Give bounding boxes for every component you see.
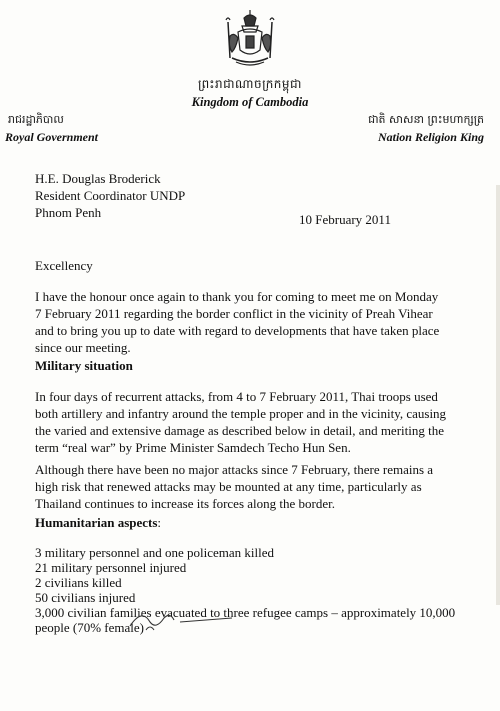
text-line: the varied and extensive damage as described below in detail, and meriting the bbox=[35, 423, 444, 438]
humanitarian-heading bbox=[35, 515, 161, 531]
humanitarian-list bbox=[35, 545, 455, 635]
military-paragraph-2 bbox=[35, 461, 433, 512]
kingdom-khmer-text: ព្រះរាជាណាចក្រកម្ពុជា bbox=[198, 77, 302, 91]
list-item: 21 military personnel injured bbox=[35, 560, 187, 575]
text-line: 7 February 2011 regarding the border conflict in the vicinity of Preah Vihear bbox=[35, 306, 433, 321]
text-line: since our meeting. bbox=[35, 340, 131, 355]
text-line: both artillery and infantry around the temple proper and in the vicinity, causing bbox=[35, 406, 447, 421]
military-heading: Military situation bbox=[35, 358, 133, 373]
motto-khmer-text: ជាតិ សាសនា ព្រះមហាក្សត្រ bbox=[368, 113, 484, 126]
text-line: I have the honour once again to thank you for coming to meet me on Monday bbox=[35, 289, 439, 304]
text-line: Thailand continues to increase its forces along the border. bbox=[35, 496, 335, 511]
military-paragraph-1 bbox=[35, 388, 446, 456]
recipient-address bbox=[35, 170, 185, 221]
recipient-name: H.E. Douglas Broderick bbox=[35, 171, 161, 186]
recipient-title: Resident Coordinator UNDP bbox=[35, 188, 186, 203]
list-item: 50 civilians injured bbox=[35, 590, 136, 605]
motto-english-text: Nation Religion King bbox=[377, 130, 484, 144]
scan-edge-shadow bbox=[496, 185, 500, 605]
royal-government-english-text: Royal Government bbox=[5, 130, 98, 144]
humanitarian-heading-text: Humanitarian aspects bbox=[35, 515, 158, 530]
kingdom-english-text: Kingdom of Cambodia bbox=[191, 95, 309, 109]
recipient-city: Phnom Penh bbox=[35, 205, 102, 220]
royal-coat-of-arms-icon bbox=[218, 6, 282, 70]
intro-paragraph bbox=[35, 288, 439, 356]
text-line: Although there have been no major attacks since 7 February, there remains a bbox=[35, 462, 434, 477]
salutation: Excellency bbox=[35, 258, 93, 273]
text-line: term “real war” by Prime Minister Samdech Techo Hun Sen. bbox=[35, 440, 351, 455]
text-line: high risk that renewed attacks may be mounted at any time, particularly as bbox=[35, 479, 422, 494]
list-item: 3 military personnel and one policeman killed bbox=[35, 545, 274, 560]
list-item: 2 civilians killed bbox=[35, 575, 122, 590]
list-item: people (70% female) bbox=[35, 620, 145, 635]
text-line: and to bring you up to date with regard to developments that have taken place bbox=[35, 323, 440, 338]
royal-government-khmer-text: រាជរដ្ឋាភិបាល bbox=[8, 113, 64, 126]
heading-colon: : bbox=[157, 515, 162, 530]
list-item: 3,000 civilian families evacuated to three refugee camps – approximately 10,000 bbox=[35, 605, 456, 620]
letter-date: 10 February 2011 bbox=[299, 212, 391, 227]
handwritten-initials-mark bbox=[120, 604, 240, 634]
text-line: In four days of recurrent attacks, from 4 to 7 February 2011, Thai troops used bbox=[35, 389, 438, 404]
